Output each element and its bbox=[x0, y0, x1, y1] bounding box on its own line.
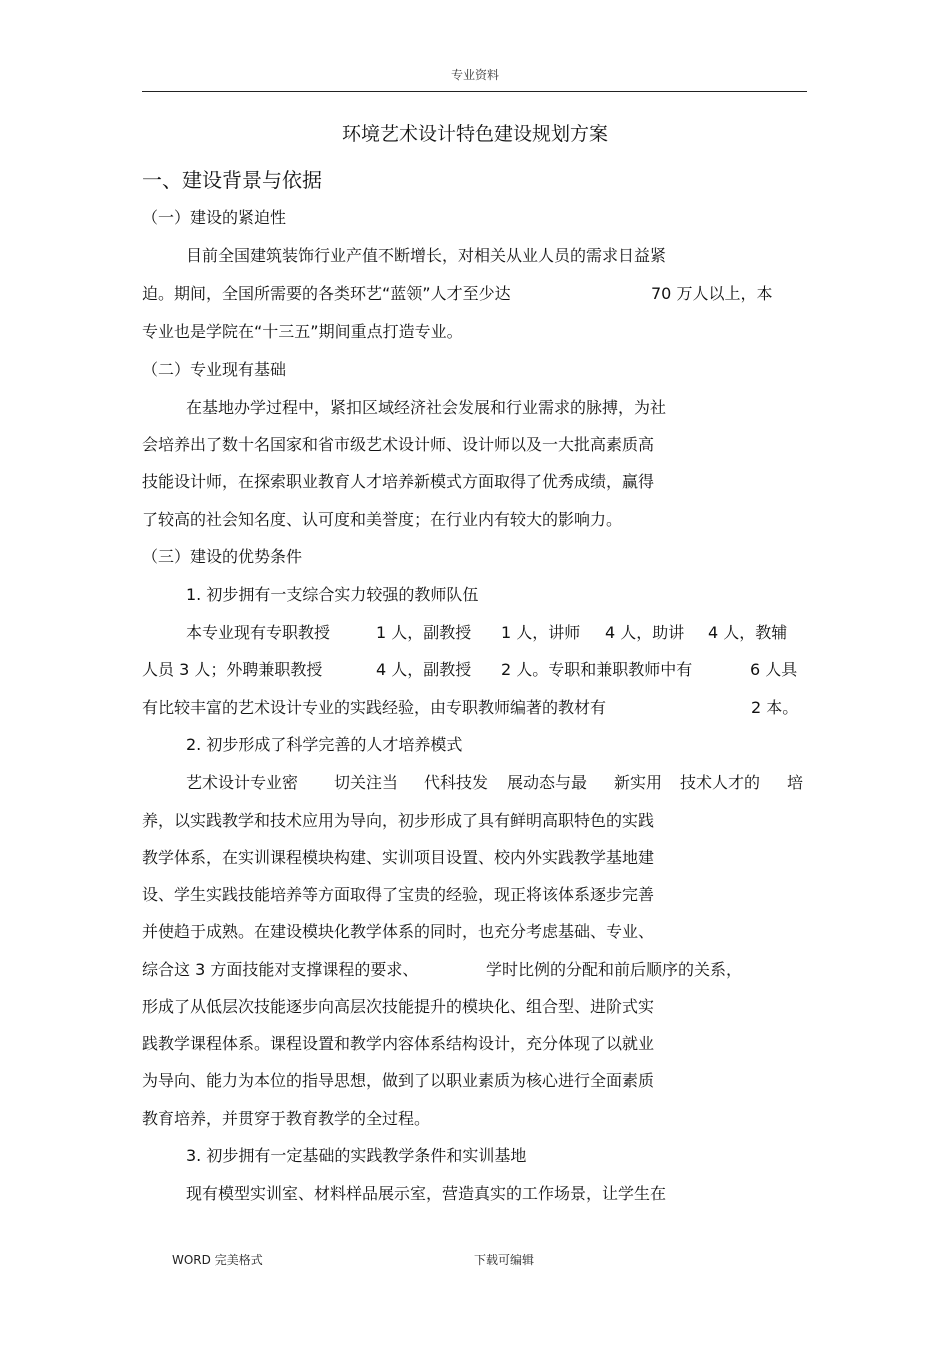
paragraph-segment: 培 bbox=[787, 773, 804, 792]
paragraph-segment: 人员 3 人；外聘兼职教授 bbox=[142, 660, 323, 679]
paragraph-segment: 切关注当 bbox=[334, 773, 399, 792]
paragraph-line: 专业也是学院在“十三五”期间重点打造专业。 bbox=[142, 322, 463, 341]
header-rule bbox=[142, 91, 807, 92]
paragraph-segment: 4 人，助讲 bbox=[605, 623, 685, 642]
paragraph-line: 践教学课程体系。课程设置和教学内容体系结构设计，充分体现了以就业 bbox=[142, 1034, 655, 1053]
paragraph-line: 并使趋于成熟。在建设模块化教学体系的同时，也充分考虑基础、专业、 bbox=[142, 922, 655, 941]
paragraph-segment: 2 本。 bbox=[751, 698, 799, 717]
paragraph-segment: 4 人，副教授 bbox=[376, 660, 472, 679]
paragraph-line: 目前全国建筑装饰行业产值不断增长，对相关从业人员的需求日益紧 bbox=[186, 246, 667, 265]
paragraph-segment: 学时比例的分配和前后顺序的关系， bbox=[486, 960, 743, 979]
paragraph-segment: 艺术设计专业密 bbox=[186, 773, 299, 792]
paragraph-segment: 新实用 bbox=[614, 773, 663, 792]
paragraph-segment: 有比较丰富的艺术设计专业的实践经验，由专职教师编著的教材有 bbox=[142, 698, 607, 717]
paragraph-line: 迫。期间，全国所需要的各类环艺“蓝领”人才至少达 bbox=[142, 284, 511, 303]
paragraph-line: 在基地办学过程中，紧扣区域经济社会发展和行业需求的脉搏，为社 bbox=[186, 398, 667, 417]
subsection-heading: （一）建设的紧迫性 bbox=[142, 208, 287, 227]
item-heading: 2. 初步形成了科学完善的人才培养模式 bbox=[186, 735, 463, 754]
paragraph-line: 教育培养，并贯穿于教育教学的全过程。 bbox=[142, 1109, 431, 1128]
paragraph-line: 技能设计师，在探索职业教育人才培养新模式方面取得了优秀成绩，赢得 bbox=[142, 472, 655, 491]
paragraph-segment: 本专业现有专职教授 bbox=[186, 623, 331, 642]
section-heading: 一、建设背景与依据 bbox=[142, 168, 322, 192]
paragraph-segment: 6 人具 bbox=[750, 660, 798, 679]
paragraph-segment: 1 人，副教授 bbox=[376, 623, 472, 642]
footer-left-text: WORD 完美格式 bbox=[172, 1253, 263, 1267]
paragraph-line: 设、学生实践技能培养等方面取得了宝贵的经验，现正将该体系逐步完善 bbox=[142, 885, 655, 904]
paragraph-line: 形成了从低层次技能逐步向高层次技能提升的模块化、组合型、进阶式实 bbox=[142, 997, 655, 1016]
paragraph-line: 了较高的社会知名度、认可度和美誉度；在行业内有较大的影响力。 bbox=[142, 510, 623, 529]
paragraph-segment: 综合这 3 方面技能对支撑课程的要求、 bbox=[142, 960, 419, 979]
paragraph-line: 教学体系，在实训课程模块构建、实训项目设置、校内外实践教学基地建 bbox=[142, 848, 655, 867]
paragraph-line: 现有模型实训室、材料样品展示室，营造真实的工作场景，让学生在 bbox=[186, 1184, 667, 1203]
item-heading: 1. 初步拥有一支综合实力较强的教师队伍 bbox=[186, 585, 479, 604]
page-header-text: 专业资料 bbox=[450, 68, 499, 82]
paragraph-segment: 代科技发 bbox=[424, 773, 489, 792]
paragraph-segment: 展动态与最 bbox=[507, 773, 588, 792]
paragraph-segment: 2 人。专职和兼职教师中有 bbox=[501, 660, 693, 679]
document-title: 环境艺术设计特色建设规划方案 bbox=[341, 123, 608, 145]
paragraph-line: 70 万人以上，本 bbox=[651, 284, 773, 303]
subsection-heading: （二）专业现有基础 bbox=[142, 360, 287, 379]
paragraph-segment: 技术人才的 bbox=[680, 773, 761, 792]
subsection-heading: （三）建设的优势条件 bbox=[142, 547, 303, 566]
paragraph-line: 为导向、能力为本位的指导思想，做到了以职业素质为核心进行全面素质 bbox=[142, 1071, 655, 1090]
paragraph-line: 会培养出了数十名国家和省市级艺术设计师、设计师以及一大批高素质高 bbox=[142, 435, 655, 454]
paragraph-segment: 1 人，讲师 bbox=[501, 623, 581, 642]
item-heading: 3. 初步拥有一定基础的实践教学条件和实训基地 bbox=[186, 1146, 527, 1165]
paragraph-segment: 4 人，教辅 bbox=[708, 623, 788, 642]
paragraph-line: 养，以实践教学和技术应用为导向，初步形成了具有鲜明高职特色的实践 bbox=[142, 811, 655, 830]
footer-right-text: 下载可编辑 bbox=[474, 1253, 535, 1267]
